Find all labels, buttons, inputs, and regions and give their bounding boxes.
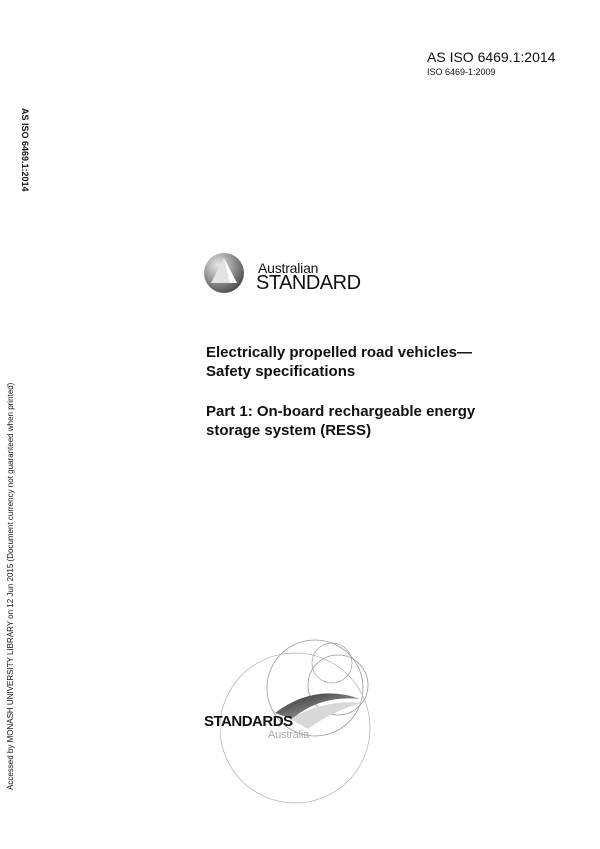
brand-line-australian: Australian [258,260,319,276]
brand-line-standard: STANDARD [256,272,361,294]
australian-standard-logo-icon [203,252,245,294]
standard-number: AS ISO 6469.1:2014 [427,49,556,65]
access-note: Accessed by MONASH UNIVERSITY LIBRARY on 12 Jun 2015 (Document currency not guaranteed when printed) [6,382,15,790]
publisher-standards: STANDARDS [204,713,293,730]
iso-number: ISO 6469-1:2009 [427,67,496,77]
title-line-2: Safety specifications [206,363,356,380]
subtitle-line-1: Part 1: On-board rechargeable energy [206,403,476,420]
publisher-australia: Australia [268,729,309,741]
spine-text: AS ISO 6469.1:2014 [20,108,30,192]
document-subtitle [206,402,526,440]
title-line-1: Electrically propelled road vehicles— [206,344,472,361]
subtitle-line-2: storage system (RESS) [206,422,372,439]
document-title [206,343,506,381]
